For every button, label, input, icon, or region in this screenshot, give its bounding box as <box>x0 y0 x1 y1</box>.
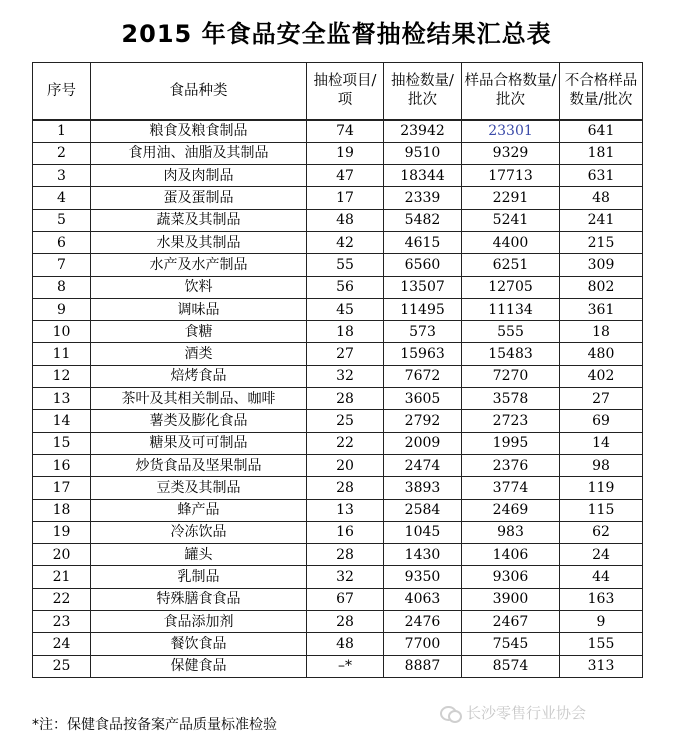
cell-fail-count: 361 <box>560 298 643 320</box>
cell-index: 12 <box>33 365 91 387</box>
cell-index: 20 <box>33 544 91 566</box>
cell-food-category: 乳制品 <box>91 566 307 588</box>
cell-pass-count: 2469 <box>462 499 560 521</box>
cell-pass-count: 15483 <box>462 343 560 365</box>
cell-index: 16 <box>33 454 91 476</box>
cell-pass-count: 8574 <box>462 655 560 677</box>
watermark-text: 长沙零售行业协会 <box>466 704 587 722</box>
cell-fail-count: 313 <box>560 655 643 677</box>
cell-pass-count: 4400 <box>462 231 560 253</box>
cell-sample-count: 2584 <box>384 499 462 521</box>
cell-test-items: 18 <box>307 321 384 343</box>
header-index: 序号 <box>33 63 91 121</box>
table-row <box>33 633 643 655</box>
cell-fail-count: 98 <box>560 454 643 476</box>
cell-sample-count: 2792 <box>384 410 462 432</box>
cell-index: 21 <box>33 566 91 588</box>
cell-fail-count: 181 <box>560 142 643 164</box>
cell-test-items: 22 <box>307 432 384 454</box>
cell-fail-count: 18 <box>560 321 643 343</box>
cell-index: 1 <box>33 120 91 142</box>
cell-food-category: 罐头 <box>91 544 307 566</box>
cell-test-items: 48 <box>307 209 384 231</box>
table-row <box>33 187 643 209</box>
cell-sample-count: 4063 <box>384 588 462 610</box>
cell-pass-count: 2376 <box>462 454 560 476</box>
cell-fail-count: 480 <box>560 343 643 365</box>
cell-test-items: 42 <box>307 231 384 253</box>
cell-pass-count: 9306 <box>462 566 560 588</box>
cell-fail-count: 119 <box>560 477 643 499</box>
cell-index: 25 <box>33 655 91 677</box>
cell-fail-count: 163 <box>560 588 643 610</box>
cell-food-category: 冷冻饮品 <box>91 521 307 543</box>
cell-food-category: 特殊膳食食品 <box>91 588 307 610</box>
cell-index: 10 <box>33 321 91 343</box>
cell-pass-count: 1406 <box>462 544 560 566</box>
cell-test-items: 56 <box>307 276 384 298</box>
cell-sample-count: 11495 <box>384 298 462 320</box>
table-row <box>33 365 643 387</box>
cell-fail-count: 115 <box>560 499 643 521</box>
cell-test-items: 67 <box>307 588 384 610</box>
cell-sample-count: 4615 <box>384 231 462 253</box>
table-row <box>33 388 643 410</box>
cell-food-category: 蛋及蛋制品 <box>91 187 307 209</box>
cell-sample-count: 23942 <box>384 120 462 142</box>
cell-pass-count: 17713 <box>462 165 560 187</box>
cell-pass-count: 2467 <box>462 611 560 633</box>
cell-pass-count: 2291 <box>462 187 560 209</box>
table-row <box>33 454 643 476</box>
cell-index: 4 <box>33 187 91 209</box>
cell-index: 5 <box>33 209 91 231</box>
table-row <box>33 410 643 432</box>
cell-test-items: 28 <box>307 388 384 410</box>
cell-sample-count: 15963 <box>384 343 462 365</box>
cell-fail-count: 215 <box>560 231 643 253</box>
cell-sample-count: 2339 <box>384 187 462 209</box>
cell-index: 8 <box>33 276 91 298</box>
cell-test-items: 20 <box>307 454 384 476</box>
cell-sample-count: 5482 <box>384 209 462 231</box>
cell-fail-count: 631 <box>560 165 643 187</box>
header-test-items: 抽检项目/项 <box>307 63 384 121</box>
cell-food-category: 酒类 <box>91 343 307 365</box>
cell-index: 11 <box>33 343 91 365</box>
cell-index: 17 <box>33 477 91 499</box>
page-title: 2015 年食品安全监督抽检结果汇总表 <box>121 20 552 48</box>
cell-test-items: 27 <box>307 343 384 365</box>
cell-test-items: 17 <box>307 187 384 209</box>
cell-sample-count: 8887 <box>384 655 462 677</box>
cell-fail-count: 402 <box>560 365 643 387</box>
cell-sample-count: 3605 <box>384 388 462 410</box>
cell-sample-count: 3893 <box>384 477 462 499</box>
cell-pass-count: 2723 <box>462 410 560 432</box>
table-row <box>33 120 643 142</box>
cell-index: 3 <box>33 165 91 187</box>
table-row <box>33 611 643 633</box>
cell-test-items: 28 <box>307 477 384 499</box>
cell-food-category: 食用油、油脂及其制品 <box>91 142 307 164</box>
cell-test-items: 47 <box>307 165 384 187</box>
cell-sample-count: 6560 <box>384 254 462 276</box>
cell-pass-count: 23301 <box>462 120 560 142</box>
table-row <box>33 521 643 543</box>
cell-sample-count: 9350 <box>384 566 462 588</box>
cell-test-items: 74 <box>307 120 384 142</box>
cell-index: 23 <box>33 611 91 633</box>
cell-fail-count: 641 <box>560 120 643 142</box>
wechat-icon <box>440 705 460 721</box>
cell-fail-count: 27 <box>560 388 643 410</box>
table-row <box>33 588 643 610</box>
cell-test-items: 48 <box>307 633 384 655</box>
cell-test-items: 32 <box>307 365 384 387</box>
table-row <box>33 165 643 187</box>
cell-food-category: 蔬菜及其制品 <box>91 209 307 231</box>
cell-index: 19 <box>33 521 91 543</box>
cell-sample-count: 1045 <box>384 521 462 543</box>
cell-pass-count: 555 <box>462 321 560 343</box>
cell-sample-count: 7672 <box>384 365 462 387</box>
table-row <box>33 566 643 588</box>
cell-fail-count: 802 <box>560 276 643 298</box>
cell-pass-count: 1995 <box>462 432 560 454</box>
cell-pass-count: 3578 <box>462 388 560 410</box>
cell-sample-count: 573 <box>384 321 462 343</box>
cell-test-items: 16 <box>307 521 384 543</box>
table-row <box>33 231 643 253</box>
cell-test-items: 25 <box>307 410 384 432</box>
table-row <box>33 432 643 454</box>
cell-fail-count: 62 <box>560 521 643 543</box>
cell-index: 9 <box>33 298 91 320</box>
table-row <box>33 276 643 298</box>
cell-test-items: –* <box>307 655 384 677</box>
table-row <box>33 477 643 499</box>
cell-pass-count: 12705 <box>462 276 560 298</box>
watermark <box>440 702 586 723</box>
cell-pass-count: 7270 <box>462 365 560 387</box>
cell-sample-count: 13507 <box>384 276 462 298</box>
table-row <box>33 321 643 343</box>
cell-food-category: 饮料 <box>91 276 307 298</box>
table-row <box>33 343 643 365</box>
cell-fail-count: 69 <box>560 410 643 432</box>
cell-fail-count: 48 <box>560 187 643 209</box>
cell-index: 22 <box>33 588 91 610</box>
cell-food-category: 焙烤食品 <box>91 365 307 387</box>
cell-pass-count: 6251 <box>462 254 560 276</box>
footnote: *注：保健食品按备案产品质量标准检验 <box>32 717 277 733</box>
cell-fail-count: 309 <box>560 254 643 276</box>
cell-pass-count: 3774 <box>462 477 560 499</box>
cell-food-category: 糖果及可可制品 <box>91 432 307 454</box>
cell-food-category: 食品添加剂 <box>91 611 307 633</box>
cell-index: 7 <box>33 254 91 276</box>
cell-index: 13 <box>33 388 91 410</box>
cell-test-items: 28 <box>307 611 384 633</box>
cell-sample-count: 2474 <box>384 454 462 476</box>
cell-index: 24 <box>33 633 91 655</box>
cell-pass-count: 11134 <box>462 298 560 320</box>
table-row <box>33 544 643 566</box>
cell-index: 14 <box>33 410 91 432</box>
table-row <box>33 499 643 521</box>
cell-test-items: 55 <box>307 254 384 276</box>
header-pass-count: 样品合格数量/批次 <box>462 63 560 121</box>
cell-food-category: 餐饮食品 <box>91 633 307 655</box>
table-row <box>33 209 643 231</box>
cell-fail-count: 44 <box>560 566 643 588</box>
cell-food-category: 蜂产品 <box>91 499 307 521</box>
cell-sample-count: 2009 <box>384 432 462 454</box>
cell-food-category: 粮食及粮食制品 <box>91 120 307 142</box>
cell-sample-count: 9510 <box>384 142 462 164</box>
cell-sample-count: 7700 <box>384 633 462 655</box>
table-row <box>33 142 643 164</box>
table-row <box>33 254 643 276</box>
cell-test-items: 28 <box>307 544 384 566</box>
cell-index: 15 <box>33 432 91 454</box>
cell-fail-count: 14 <box>560 432 643 454</box>
cell-sample-count: 18344 <box>384 165 462 187</box>
cell-fail-count: 155 <box>560 633 643 655</box>
cell-index: 18 <box>33 499 91 521</box>
cell-food-category: 食糖 <box>91 321 307 343</box>
cell-sample-count: 1430 <box>384 544 462 566</box>
cell-food-category: 豆类及其制品 <box>91 477 307 499</box>
cell-pass-count: 7545 <box>462 633 560 655</box>
cell-fail-count: 9 <box>560 611 643 633</box>
cell-pass-count: 9329 <box>462 142 560 164</box>
results-table <box>32 62 643 678</box>
cell-test-items: 13 <box>307 499 384 521</box>
header-sample-count: 抽检数量/批次 <box>384 63 462 121</box>
cell-food-category: 茶叶及其相关制品、咖啡 <box>91 388 307 410</box>
cell-pass-count: 5241 <box>462 209 560 231</box>
cell-food-category: 肉及肉制品 <box>91 165 307 187</box>
header-food-category: 食品种类 <box>91 63 307 121</box>
cell-food-category: 保健食品 <box>91 655 307 677</box>
table-header-row <box>33 63 643 121</box>
table-row <box>33 655 643 677</box>
cell-fail-count: 24 <box>560 544 643 566</box>
cell-pass-count: 983 <box>462 521 560 543</box>
cell-food-category: 水产及水产制品 <box>91 254 307 276</box>
header-fail-count: 不合格样品数量/批次 <box>560 63 643 121</box>
cell-fail-count: 241 <box>560 209 643 231</box>
cell-index: 6 <box>33 231 91 253</box>
cell-test-items: 19 <box>307 142 384 164</box>
table-row <box>33 298 643 320</box>
cell-index: 2 <box>33 142 91 164</box>
cell-food-category: 水果及其制品 <box>91 231 307 253</box>
cell-food-category: 炒货食品及坚果制品 <box>91 454 307 476</box>
cell-sample-count: 2476 <box>384 611 462 633</box>
cell-test-items: 32 <box>307 566 384 588</box>
cell-test-items: 45 <box>307 298 384 320</box>
cell-food-category: 薯类及膨化食品 <box>91 410 307 432</box>
cell-food-category: 调味品 <box>91 298 307 320</box>
cell-pass-count: 3900 <box>462 588 560 610</box>
